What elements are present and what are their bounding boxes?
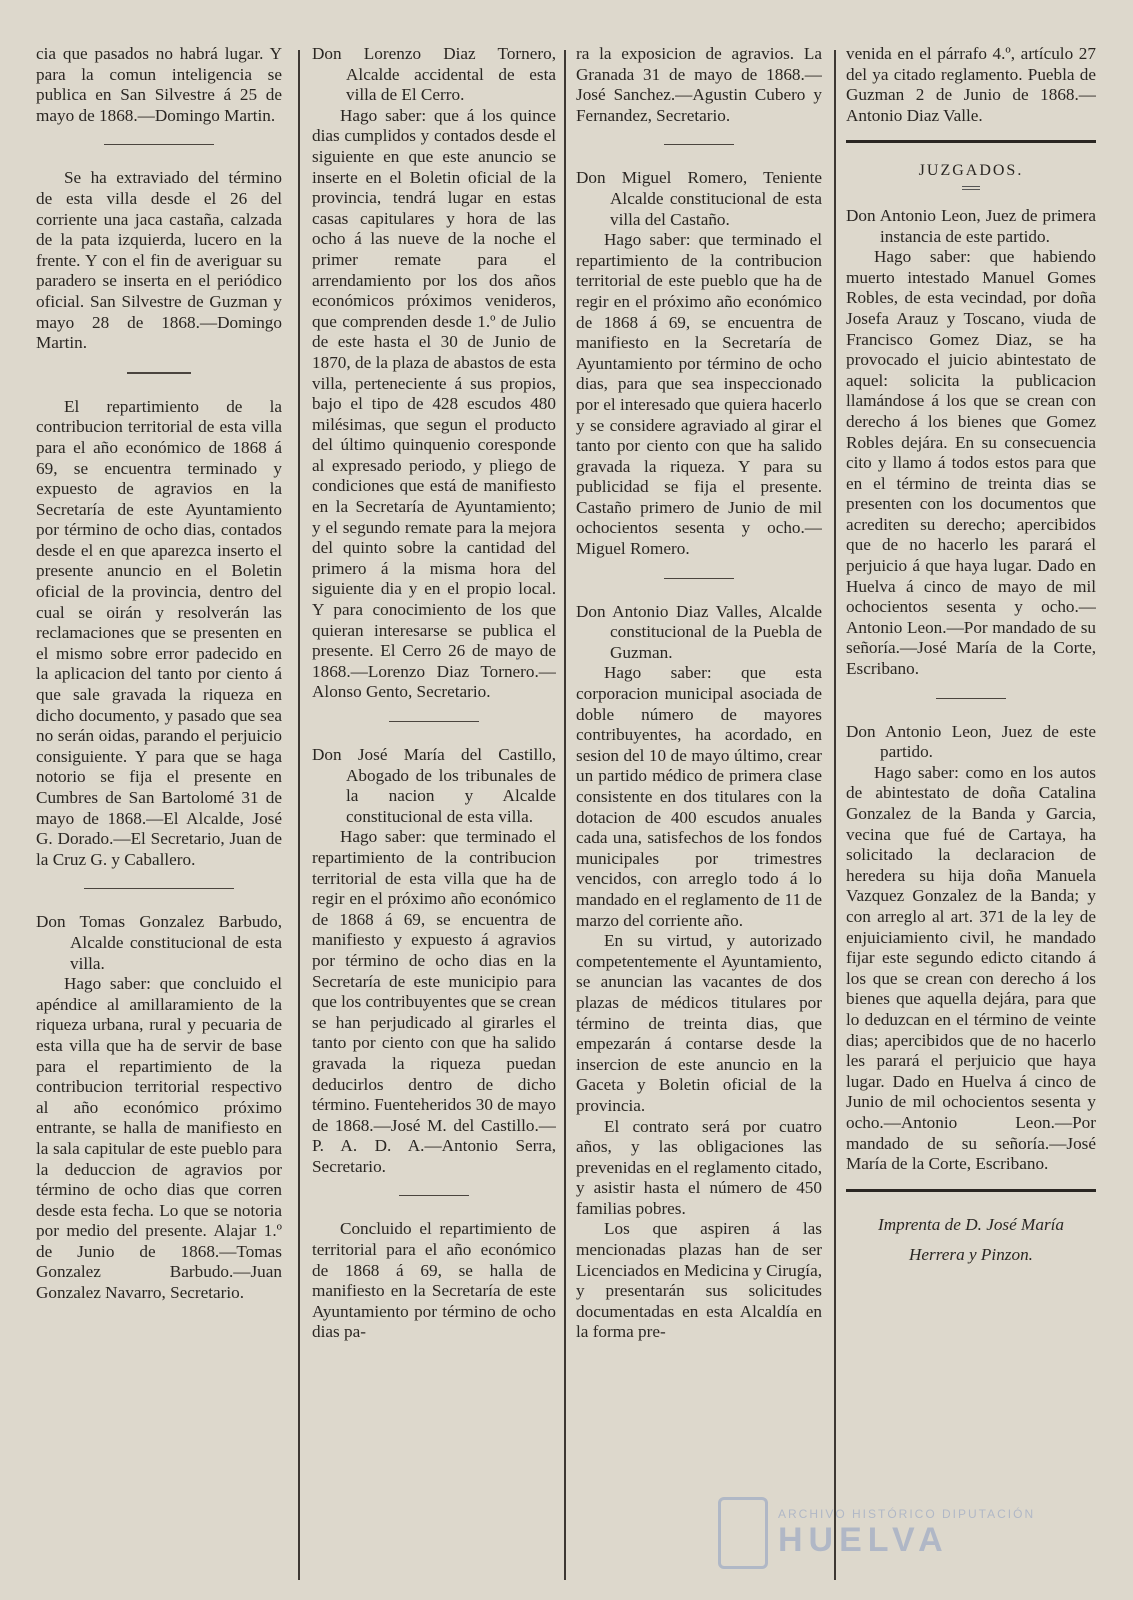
column-rule <box>298 50 300 1580</box>
section-separator <box>399 1195 469 1197</box>
notice-paragraph: Hago saber: que habiendo muerto intestado Manuel Gomes Robles, de esta vecindad, por doña Josefa Arauz y Toscano, viuda de Francisco Gomez Diaz, se ha provocado el juicio abintestato de aquel: solicita la publicacion llamándose á los que se crean con derecho á los bienes que Gomez Robles dejára. En su consecuencia cito y llamo á todos estos para que en el término de treinta dias se presenten con los documentos que acrediten su derecho; apercibidos que de no hacerlo les parará el perjuicio á que haya lugar. Dado en Huelva á cinco de mayo de mil ochocientos sesenta y ocho.—Antonio Leon.—Por mandado de su señoría.—José María de la Corte, Escribano. <box>846 247 1096 679</box>
notice-article <box>846 44 1096 126</box>
notice-heading: Don José María del Castillo, Abogado de los tribunales de la nacion y Alcalde constitucional de esta villa. <box>312 745 556 826</box>
section-separator <box>936 698 1006 700</box>
notice-paragraph: ra la exposicion de agravios. La Granada 31 de mayo de 1868.—José Sanchez.—Agustin Cubero y Fernandez, Secretario. <box>576 44 822 125</box>
archive-logo-icon <box>718 1497 768 1569</box>
notice-article <box>846 206 1096 680</box>
column-1 <box>36 44 282 1580</box>
notice-article <box>36 912 282 1303</box>
notice-paragraph: Hago saber: que esta corporacion municipal asociada de doble número de mayores contribuyentes, ha acordado, en sesion del 10 de mayo último, crear un partido médico de primera clase consistente en dos titulares con la dotacion de 400 escudos anuales cada una, satisfechos de los fondos municipales por trimestres vencidos, con arreglo todo á lo mandado en el reglamento de 11 de marzo del corriente año. <box>576 663 822 930</box>
imprint-line: Herrera y Pinzon. <box>909 1244 1033 1264</box>
notice-article <box>312 745 556 1177</box>
section-title: JUZGADOS. <box>918 162 1024 180</box>
notice-heading: Don Antonio Diaz Valles, Alcalde constitucional de la Puebla de Guzman. <box>576 601 822 662</box>
column-4 <box>846 44 1096 1580</box>
notice-article <box>576 602 822 1343</box>
notice-paragraph: Los que aspiren á las mencionadas plazas han de ser Licenciados en Medicina y Cirugía, y presentarán sus solicitudes documentadas en esta Alcaldía en la forma pre- <box>576 1219 822 1342</box>
column-rule <box>834 50 836 1580</box>
archive-watermark <box>718 1488 1098 1578</box>
notice-article <box>36 44 282 126</box>
notice-paragraph: cia que pasados no habrá lugar. Y para la comun inteligencia se publica en San Silvestre á 25 de mayo de 1868.—Domingo Martin. <box>36 44 282 125</box>
section-separator <box>389 721 479 723</box>
watermark-line-2: HUELVA <box>778 1520 949 1559</box>
notice-paragraph: En su virtud, y autorizado competentemente el Ayuntamiento, se anuncian las vacantes de dos plazas de médicos titulares por término de treinta dias, que empezarán á contarse desde la insercion de este anuncio en la Gaceta y Boletin oficial de la provincia. <box>576 931 822 1115</box>
notice-article <box>576 44 822 126</box>
notice-article <box>36 168 282 353</box>
section-separator <box>84 888 234 890</box>
notice-heading: Don Antonio Leon, Juez de primera instancia de este partido. <box>846 205 1096 246</box>
title-ornament <box>962 186 980 190</box>
section-separator <box>664 578 734 580</box>
notice-heading: Don Antonio Leon, Juez de este partido. <box>846 721 1096 762</box>
heavy-rule <box>846 1189 1096 1192</box>
section-separator <box>104 144 214 146</box>
notice-paragraph: Hago saber: que terminado el repartimiento de la contribucion territorial de este pueblo que ha de regir en el próximo año económico de 1868 á 69, se encuentra de manifiesto en la Secretaría de Ayuntamiento por término de ocho dias, para que sea inspeccionado por el interesado que quiera hacerlo y se considere agraviado al girar el tanto por ciento con que ha salido gravada la riqueza. Y para su publicidad se fija el presente. Castaño primero de Junio de mil ochocientos sesenta y ocho.—Miguel Romero. <box>576 230 822 559</box>
notice-heading: Don Tomas Gonzalez Barbudo, Alcalde constitucional de esta villa. <box>36 912 282 973</box>
notice-paragraph: El repartimiento de la contribucion territorial de esta villa para el año económico de 1868 á 69, se encuentra terminado y expuesto de agravios en la Secretaría de este Ayuntamiento por término de ocho dias, contados desde el en que aparezca inserto el presente anuncio en el Boletin oficial de la provincia, dentro del cual se oirán y resolverán las reclamaciones que se presenten en el mismo sobre error padecido en la aplicacion del tanto por ciento á que sale gravada la riqueza en dicho documento, y pasado que sea no serán oidas, parando el perjuicio consiguiente. Y para que se haga notorio se fija el presente en Cumbres de San Bartolomé 31 de mayo de 1868.—El Alcalde, José G. Dorado.—El Secretario, Juan de la Cruz G. y Caballero. <box>36 396 282 869</box>
notice-paragraph: Hago saber: que á los quince dias cumplidos y contados desde el siguiente en que este anuncio se inserte en el Boletin oficial de la provincia, tendrá lugar en estas casas capitulares y hora de las ocho á las nueve de la noche el primer remate para el arrendamiento por los dos años económicos próximos venideros, que comprenden desde 1.º de Julio de este hasta el 30 de Junio de 1870, de la plaza de abastos de esta villa, perteneciente á sus propios, bajo el tipo de 428 escudos 480 milésimas, que segun el producto del último quinquenio coresponde al expresado periodo, y pliego de condiciones que está de manifiesto en la Secretaría de Ayuntamiento; y el segundo remate para la mejora del quinto sobre la cantidad del primero á la misma hora del siguiente dia y en el propio local. Y para conocimiento de los que quieran interesarse se publica el presente. El Cerro 26 de mayo de 1868.—Lorenzo Diaz Tornero.—Alonso Gento, Secretario. <box>312 105 556 702</box>
notice-article <box>576 168 822 559</box>
notice-article <box>312 1219 556 1343</box>
notice-paragraph: Hago saber: como en los autos de abintestato de doña Catalina Gonzalez de la Banda y Garcia, vecina que fué de Cartaya, ha solicitado la declaracion de heredera su hija doña Manuela Vazquez Gonzalez de la Banda; y con arreglo al art. 371 de la ley de enjuiciamiento civil, he mandado fijar este segundo edicto citando á los que se crean con derecho á los bienes que aquella dejára, para que lo deduzcan en el término de veinte dias; apercibidos que de no hacerlo les parará el perjuicio que haya lugar. Dado en Huelva á cinco de Junio de mil ochocientos sesenta y ocho.—Antonio Leon.—Por mandado de su señoría.—José María de la Corte, Escribano. <box>846 762 1096 1174</box>
column-rule <box>564 50 566 1580</box>
notice-article <box>312 44 556 703</box>
watermark-line-1: ARCHIVO HISTÓRICO DIPUTACIÓN <box>778 1506 1036 1521</box>
notice-article <box>36 397 282 871</box>
column-3 <box>576 44 822 1580</box>
section-separator <box>127 372 191 375</box>
notice-paragraph: venida en el párrafo 4.º, artículo 27 del ya citado reglamento. Puebla de Guzman 2 de Junio de 1868.—Antonio Diaz Valle. <box>846 44 1096 125</box>
notice-paragraph: Se ha extraviado del término de esta villa desde el 26 del corriente una jaca castaña, calzada de la pata izquierda, lucero en la frente. Y con el fin de averiguar su paradero se inserta en el periódico oficial. San Silvestre de Guzman y mayo 28 de 1868.—Domingo Martin. <box>36 168 282 353</box>
section-separator <box>664 144 734 146</box>
notice-heading: Don Miguel Romero, Teniente Alcalde constitucional de esta villa del Castaño. <box>576 168 822 229</box>
imprint-line: Imprenta de D. José María <box>878 1214 1064 1234</box>
notice-paragraph: El contrato será por cuatro años, y las obligaciones las prevenidas en el reglamento citado, y asistir hasta el número de 450 familias pobres. <box>576 1116 822 1218</box>
heavy-rule <box>846 140 1096 143</box>
notice-paragraph: Hago saber: que concluido el apéndice al amillaramiento de la riqueza urbana, rural y pecuaria de esta villa que ha de servir de base para el repartimiento de la contribucion territorial respectivo al año económico próximo entrante, se halla de manifiesto en la sala capitular de este pueblo para la deduccion de agravios por término de ocho dias que corren desde esta fecha. Lo que se notoria por medio del presente. Alajar 1.º de Junio de 1868.—Tomas Gonzalez Barbudo.—Juan Gonzalez Navarro, Secretario. <box>36 974 282 1303</box>
notice-article <box>846 722 1096 1175</box>
notice-paragraph: Concluido el repartimiento de territorial para el año económico de 1868 á 69, se halla de manifiesto en la Secretaría de este Ayuntamiento por término de ocho dias pa- <box>312 1219 556 1342</box>
column-2 <box>312 44 556 1580</box>
notice-paragraph: Hago saber: que terminado el repartimiento de la contribucion territorial de esta villa que ha de regir en el próximo año económico de 1868 á 69, se encuentra de manifiesto y expuesto á agravios por término de ocho dias en la Secretaría de este municipio para que los contribuyentes que se crean se han perjudicado al girarles el tanto por ciento con que ha salido gravada la riqueza puedan deducirlos dentro de dicho término. Fuenteheridos 30 de mayo de 1868.—José M. del Castillo.—P. A. D. A.—Antonio Serra, Secretario. <box>312 827 556 1176</box>
notice-heading: Don Lorenzo Diaz Tornero, Alcalde accidental de esta villa de El Cerro. <box>312 44 556 105</box>
